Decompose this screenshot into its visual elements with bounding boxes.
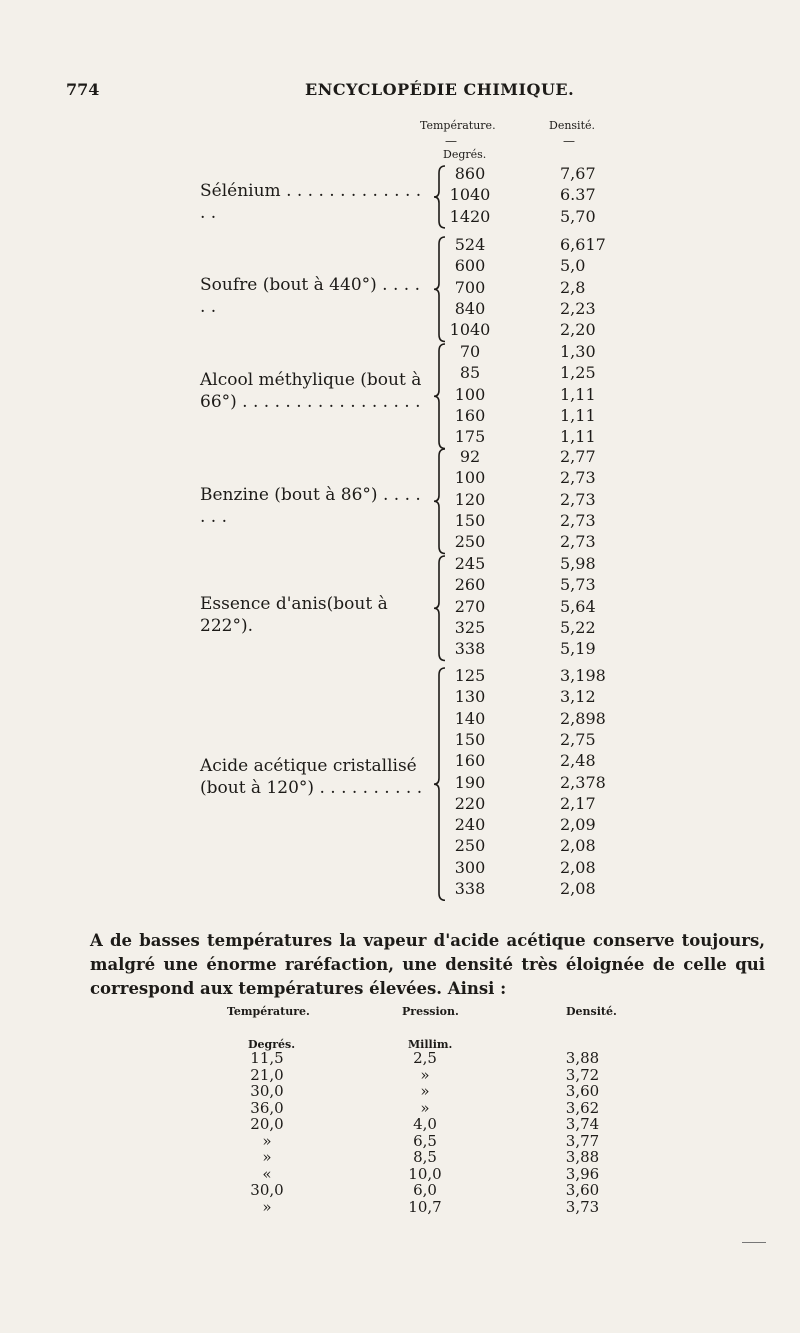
table2-density-header: Densité. <box>566 1005 617 1018</box>
density-cell: 2,73 <box>560 532 596 552</box>
table-row <box>0 1100 800 1116</box>
temperature-cell: 240 <box>454 815 486 835</box>
table-row <box>0 1133 800 1149</box>
temperature-cell: 30,0 <box>250 1181 284 1199</box>
table2-pressure-header: Pression. <box>402 1005 459 1018</box>
table1-group-label: Benzine (bout à 86°) . . . . . . . <box>200 485 421 527</box>
density-cell: 3,88 <box>565 1148 600 1166</box>
density-cell: 2,20 <box>560 320 596 340</box>
table-row <box>0 1182 800 1198</box>
table1-unit-degrees: Degrés. <box>443 148 487 161</box>
temperature-cell: » <box>262 1197 272 1216</box>
temperature-cell: » <box>262 1131 272 1150</box>
temperature-cell: 250 <box>454 532 486 552</box>
table1-group-label: Alcool méthylique (bout à 66°) . . . . . . . . . . . . . . . . . <box>200 370 422 412</box>
table-row <box>0 405 800 426</box>
density-cell: 6.37 <box>560 185 596 205</box>
density-cell: 3,198 <box>560 666 606 685</box>
density-cell: 5,98 <box>560 554 596 573</box>
temperature-cell: 325 <box>454 617 486 637</box>
density-cell: 2,77 <box>560 447 596 466</box>
table-row <box>0 596 800 617</box>
table1-temperature-dash: — <box>445 134 457 148</box>
density-cell: 5,19 <box>560 639 596 659</box>
temperature-cell: 220 <box>454 793 486 813</box>
table2-unit-degrees: Degrés. <box>248 1038 296 1051</box>
page-number: 774 <box>66 80 100 99</box>
table2-temperature-header: Température. <box>227 1005 310 1018</box>
table-row <box>0 163 800 184</box>
temperature-cell: 150 <box>454 510 486 530</box>
temperature-cell: 125 <box>454 666 486 685</box>
table-row <box>0 793 800 814</box>
density-cell: 1,11 <box>560 384 596 404</box>
density-cell: 3,12 <box>560 687 596 707</box>
table-row <box>0 1050 800 1066</box>
density-cell: 2,48 <box>560 751 596 771</box>
table-row <box>0 234 800 255</box>
pressure-cell: » <box>420 1082 430 1100</box>
table-row <box>0 184 800 205</box>
density-cell: 2,898 <box>560 708 606 728</box>
temperature-cell: 1040 <box>449 320 491 340</box>
table-row <box>0 531 800 552</box>
table-row <box>0 708 800 729</box>
table-row <box>0 574 800 595</box>
density-cell: 2,17 <box>560 793 596 813</box>
density-cell: 3,88 <box>565 1049 600 1067</box>
pressure-cell: 10,7 <box>408 1197 442 1216</box>
density-cell: 2,8 <box>560 277 586 297</box>
temperature-cell: 524 <box>454 235 486 254</box>
density-cell: 3,72 <box>565 1065 600 1084</box>
table-row <box>0 1149 800 1165</box>
table-row <box>0 206 800 227</box>
table-row <box>0 467 800 488</box>
density-cell: 2,08 <box>560 879 596 898</box>
running-head-title: ENCYCLOPÉDIE CHIMIQUE. <box>305 80 575 99</box>
temperature-cell: 70 <box>459 342 481 361</box>
pressure-cell: 2,5 <box>413 1049 437 1067</box>
temperature-cell: 245 <box>454 554 486 573</box>
temperature-cell: 160 <box>454 405 486 425</box>
table-row <box>0 1116 800 1132</box>
table1-density-dash: — <box>563 134 575 148</box>
temperature-cell: 92 <box>459 447 481 466</box>
density-cell: 3,96 <box>565 1164 600 1183</box>
density-cell: 1,30 <box>560 342 596 361</box>
pressure-cell: 6,5 <box>413 1131 437 1150</box>
temperature-cell: 120 <box>454 489 486 509</box>
density-cell: 5,0 <box>560 256 586 276</box>
table1-density-header: Densité. <box>549 119 596 132</box>
table2-unit-millimeters: Millim. <box>408 1038 453 1051</box>
temperature-cell: 30,0 <box>250 1082 284 1100</box>
pressure-cell: 4,0 <box>413 1115 437 1133</box>
pressure-cell: 10,0 <box>408 1164 442 1183</box>
table-row <box>0 857 800 878</box>
table1-group-label: Acide acétique cristallisé (bout à 120°) . . . . . . . . . . <box>200 756 423 798</box>
temperature-cell: 250 <box>454 836 486 856</box>
density-cell: 5,22 <box>560 617 596 637</box>
table-row <box>0 362 800 383</box>
temperature-cell: 338 <box>454 879 486 898</box>
pressure-cell: 6,0 <box>413 1181 437 1199</box>
temperature-cell: 100 <box>454 468 486 488</box>
density-cell: 2,73 <box>560 489 596 509</box>
density-cell: 3,77 <box>565 1131 600 1150</box>
pressure-cell: 8,5 <box>413 1148 437 1166</box>
table-row <box>0 638 800 659</box>
table-row <box>0 1166 800 1182</box>
table-row <box>0 1083 800 1099</box>
density-cell: 2,23 <box>560 298 596 318</box>
density-cell: 2,73 <box>560 510 596 530</box>
density-cell: 5,70 <box>560 206 596 226</box>
temperature-cell: 36,0 <box>250 1098 284 1117</box>
temperature-cell: 175 <box>454 427 486 447</box>
table-row <box>0 446 800 467</box>
temperature-cell: 1040 <box>449 185 491 205</box>
temperature-cell: 160 <box>454 751 486 771</box>
temperature-cell: 190 <box>454 772 486 792</box>
temperature-cell: 338 <box>454 639 486 659</box>
edge-rule <box>742 1242 766 1243</box>
density-cell: 2,75 <box>560 729 596 749</box>
density-cell: 7,67 <box>560 164 596 183</box>
pressure-cell: » <box>420 1065 430 1084</box>
temperature-cell: 860 <box>454 164 486 183</box>
temperature-cell: 140 <box>454 708 486 728</box>
density-cell: 2,08 <box>560 857 596 877</box>
density-cell: 6,617 <box>560 235 606 254</box>
table1-group-label: Essence d'anis(bout à 222°). <box>200 594 388 636</box>
table1-group-label: Sélénium . . . . . . . . . . . . . . . <box>200 181 422 223</box>
temperature-cell: 150 <box>454 729 486 749</box>
table1-temperature-header: Température. <box>420 119 496 132</box>
table-row <box>0 835 800 856</box>
table-row <box>0 878 800 899</box>
density-cell: 1,11 <box>560 405 596 425</box>
pressure-cell: » <box>420 1098 430 1117</box>
table-row <box>0 510 800 531</box>
table-row <box>0 341 800 362</box>
density-cell: 3,60 <box>565 1181 600 1199</box>
table-row <box>0 1067 800 1083</box>
temperature-cell: 100 <box>454 384 486 404</box>
temperature-cell: 700 <box>454 277 486 297</box>
table-row <box>0 277 800 298</box>
density-cell: 2,73 <box>560 468 596 488</box>
temperature-cell: 260 <box>454 575 486 595</box>
density-cell: 2,09 <box>560 815 596 835</box>
table-row <box>0 729 800 750</box>
table-row <box>0 617 800 638</box>
temperature-cell: 20,0 <box>250 1115 284 1133</box>
temperature-cell: 840 <box>454 298 486 318</box>
table-row <box>0 772 800 793</box>
temperature-cell: « <box>262 1164 272 1183</box>
temperature-cell: 1420 <box>449 206 491 226</box>
table-row <box>0 814 800 835</box>
table-row <box>0 255 800 276</box>
temperature-cell: 21,0 <box>250 1065 284 1084</box>
density-cell: 3,73 <box>565 1197 600 1216</box>
table-row <box>0 750 800 771</box>
density-cell: 1,25 <box>560 363 596 383</box>
temperature-cell: 85 <box>459 363 481 383</box>
density-cell: 2,08 <box>560 836 596 856</box>
temperature-cell: 11,5 <box>250 1049 284 1067</box>
density-cell: 1,11 <box>560 427 596 447</box>
density-cell: 3,62 <box>565 1098 600 1117</box>
table1-group-label: Soufre (bout à 440°) . . . . . . <box>200 275 420 317</box>
table-row <box>0 426 800 447</box>
table-row <box>0 384 800 405</box>
temperature-cell: 270 <box>454 596 486 616</box>
temperature-cell: 130 <box>454 687 486 707</box>
table-row <box>0 686 800 707</box>
table-row <box>0 553 800 574</box>
table-row <box>0 665 800 686</box>
density-cell: 5,73 <box>560 575 596 595</box>
temperature-cell: » <box>262 1148 272 1166</box>
table-row <box>0 1199 800 1215</box>
body-paragraph: A de basses températures la vapeur d'acide acétique conserve toujours, malgré une énorme raréfaction, une densité très éloignée de celle qui correspond aux températures élevées. Ainsi : <box>90 930 765 998</box>
table-row <box>0 489 800 510</box>
density-cell: 2,378 <box>560 772 606 792</box>
table-row <box>0 319 800 340</box>
density-cell: 3,74 <box>565 1115 600 1133</box>
temperature-cell: 600 <box>454 256 486 276</box>
density-cell: 3,60 <box>565 1082 600 1100</box>
temperature-cell: 300 <box>454 857 486 877</box>
table-row <box>0 298 800 319</box>
density-cell: 5,64 <box>560 596 596 616</box>
